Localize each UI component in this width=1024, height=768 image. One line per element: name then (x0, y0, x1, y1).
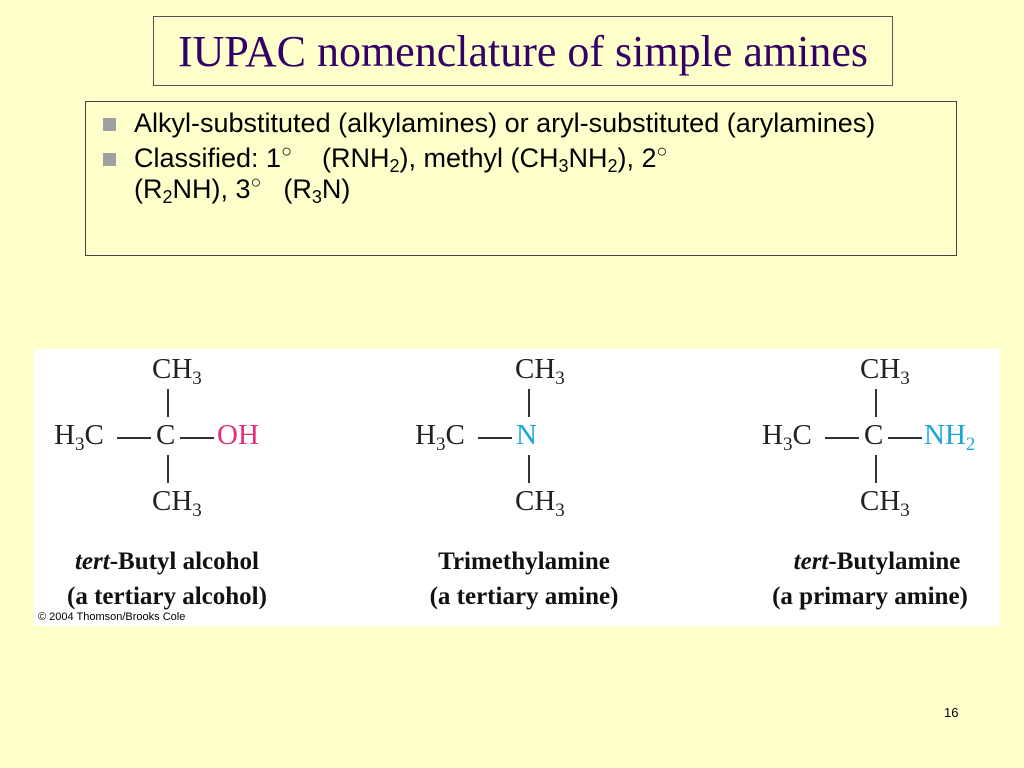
slide-title: IUPAC nomenclature of simple amines (177, 26, 869, 76)
bond (167, 455, 169, 483)
caption-tert-butyl-alcohol: tert-Butyl alcohol (74, 548, 260, 575)
bond (478, 437, 512, 439)
methyl-top: $CH_3$ (860, 353, 910, 389)
bond (825, 437, 859, 439)
bullet-list (85, 101, 957, 256)
bullet-text-1: Alkyl-substituted (alkylamines) or aryl-substituted (arylamines) (134, 108, 876, 138)
bond (167, 389, 169, 417)
caption-tertiary-amine: (a tertiary amine) (429, 583, 619, 610)
methyl-top: $CH_3$ (152, 353, 202, 389)
title-box (153, 16, 893, 86)
bond (528, 389, 530, 417)
square-bullet-icon (103, 153, 116, 166)
central-carbon: C (864, 419, 884, 451)
methyl-left: $H_3C$ (415, 419, 465, 455)
hydroxyl-group: OH (217, 419, 259, 451)
methyl-top: $CH_3$ (515, 353, 565, 389)
methyl-left: $H_3C$ (762, 419, 812, 455)
caption-primary-amine: (a primary amine) (772, 583, 968, 610)
caption-tert-butylamine: tert-Butylamine (793, 548, 961, 575)
methyl-bottom: $CH_3$ (152, 485, 202, 521)
methyl-bottom: $CH_3$ (515, 485, 565, 521)
square-bullet-icon (103, 118, 116, 131)
methyl-left: $H_3C$ (54, 419, 104, 455)
methyl-bottom: $CH_3$ (860, 485, 910, 521)
copyright-notice: © 2004 Thomson/Brooks Cole (38, 611, 186, 623)
nitrogen-atom: N (516, 419, 537, 451)
bond (888, 437, 922, 439)
central-carbon: C (156, 419, 176, 451)
structures-figure (34, 349, 1000, 626)
caption-trimethylamine: Trimethylamine (438, 548, 610, 575)
bullet-item (98, 143, 944, 205)
amino-group: $NH_2$ (924, 419, 976, 455)
bond (875, 389, 877, 417)
bond (180, 437, 214, 439)
page-number: 16 (944, 705, 959, 720)
bond (875, 455, 877, 483)
caption-tertiary-alcohol: (a tertiary alcohol) (67, 583, 267, 610)
bond (117, 437, 151, 439)
bond (528, 455, 530, 483)
bullet-item (98, 108, 944, 139)
bullet-text-2: Classified: 1○ $(RNH_2)$, methyl $(CH_3NH_2)$, 2○ $(R_2NH)$, 3○ $(R_3N)$ (134, 141, 668, 207)
